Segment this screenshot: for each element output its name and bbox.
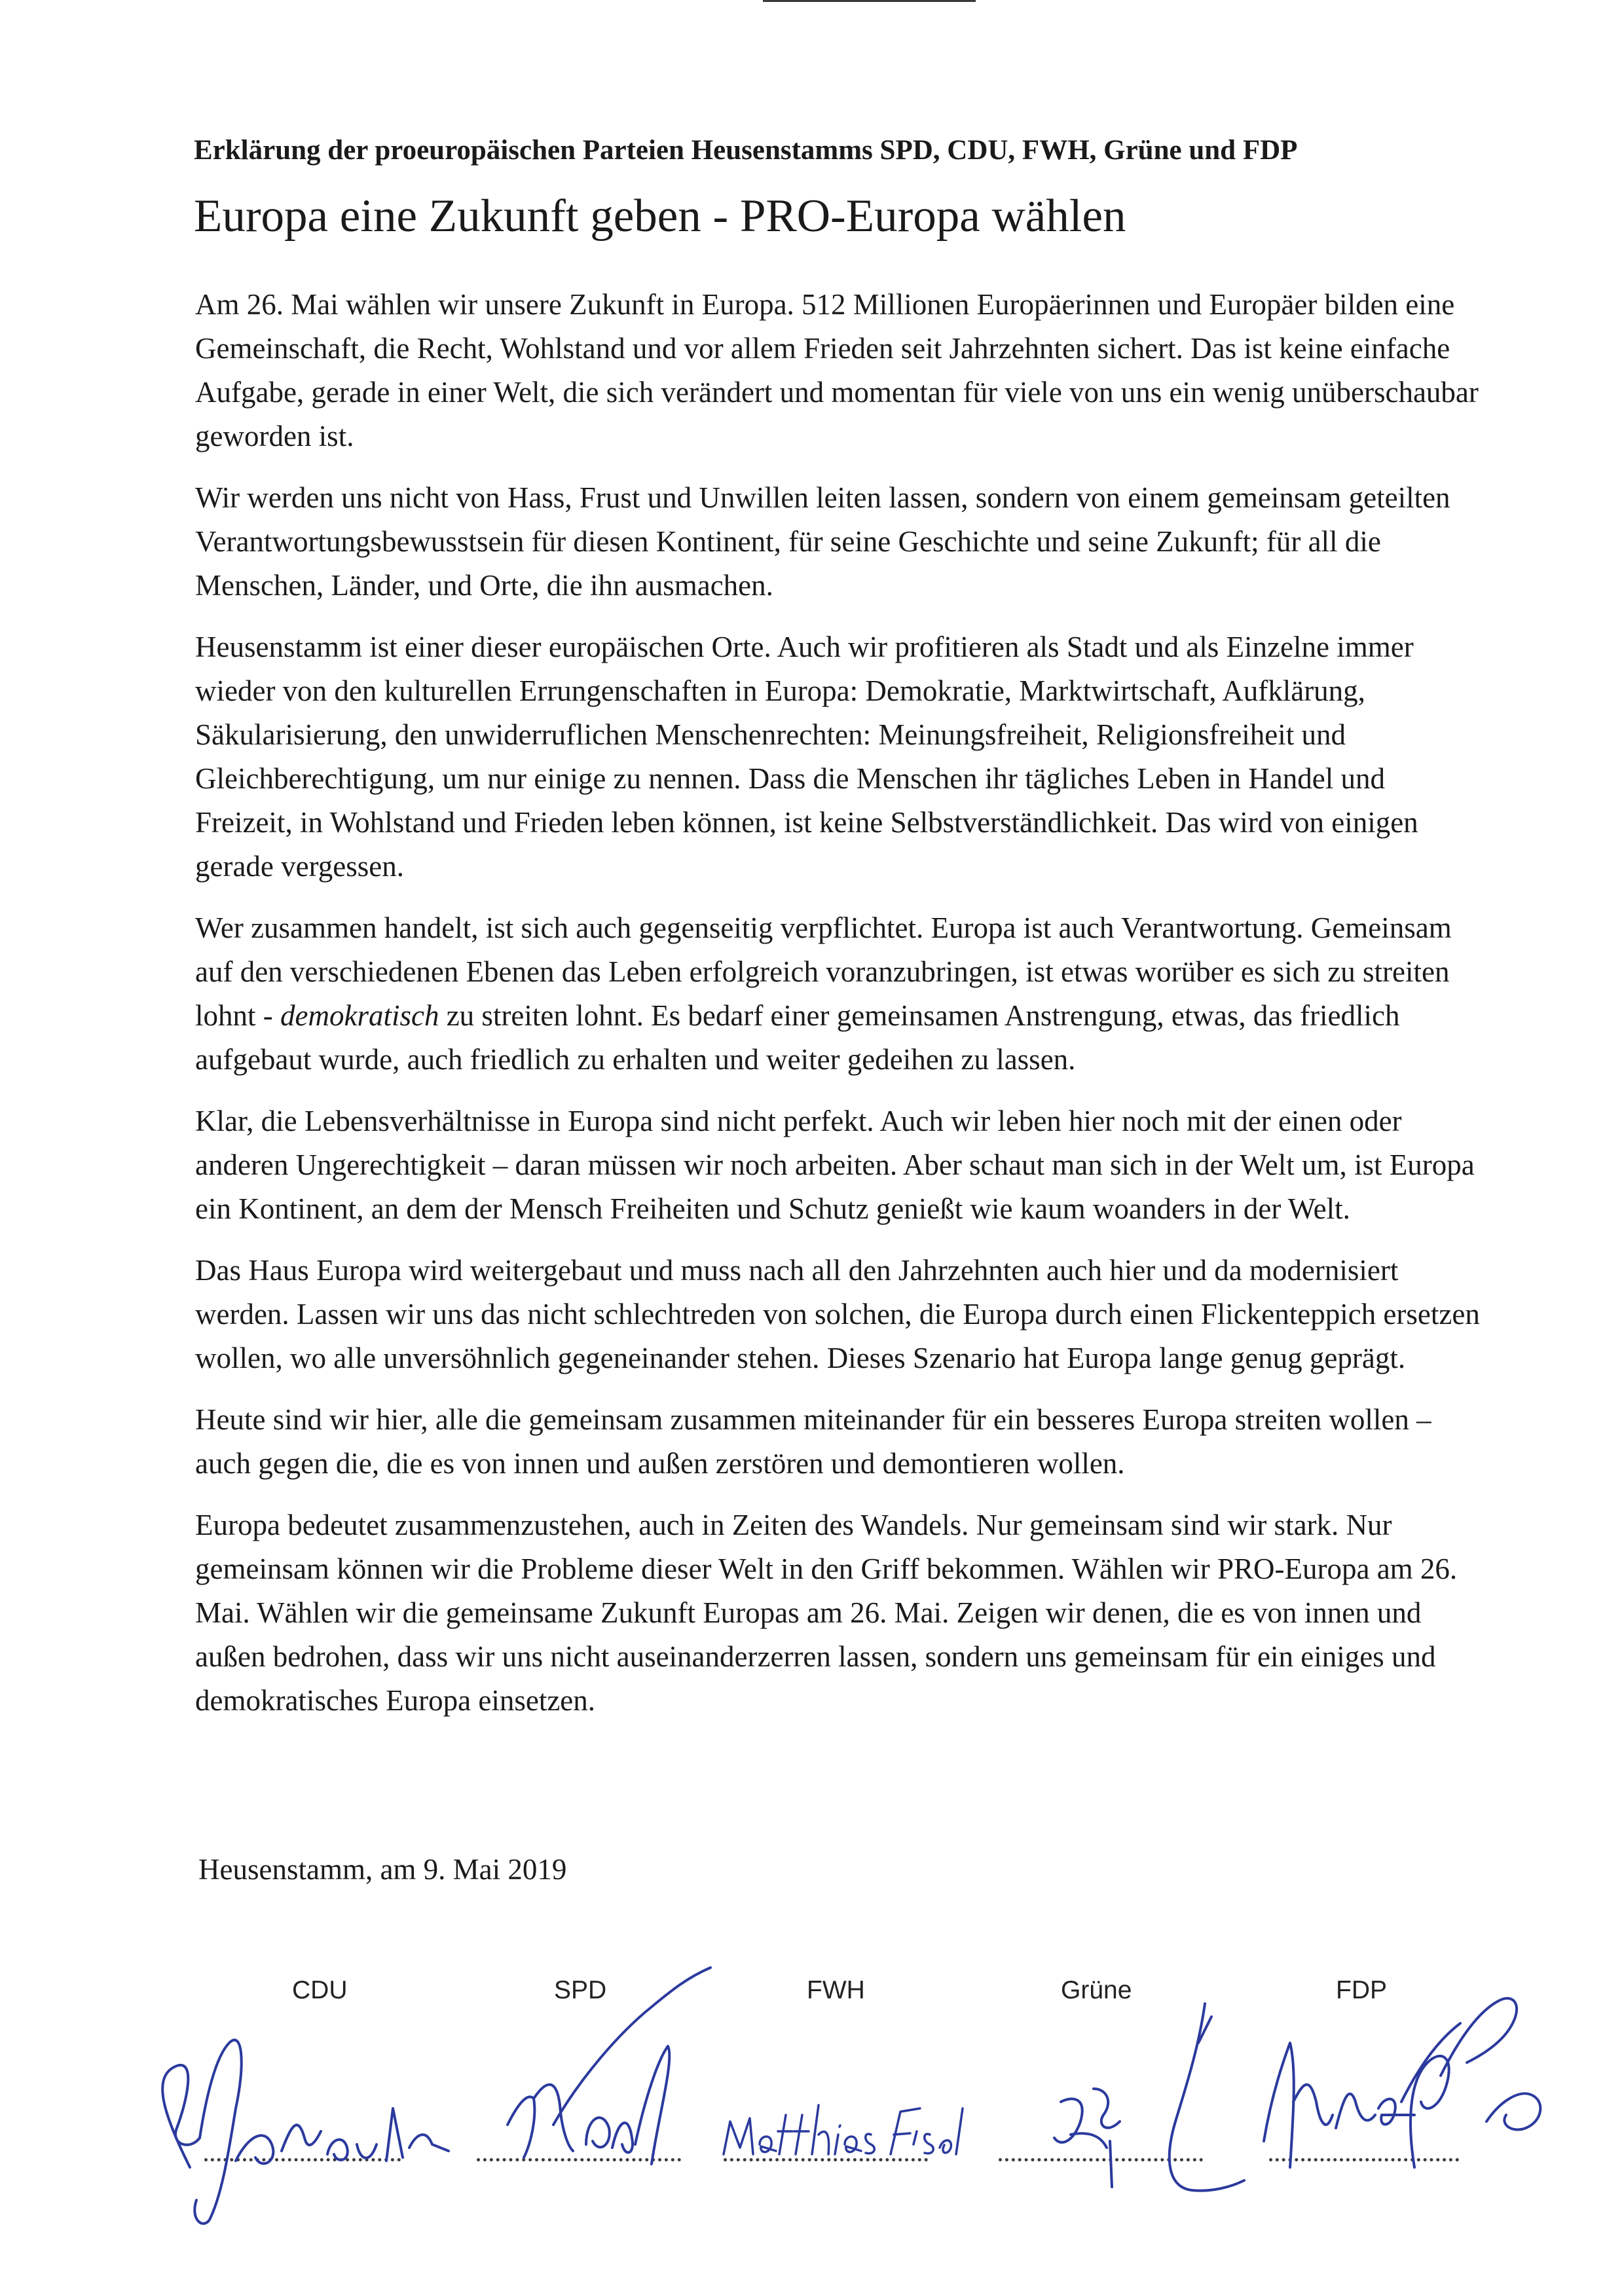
paragraph-1: Am 26. Mai wählen wir unsere Zukunft in Europa. 512 Millionen Europäerinnen und Europäer bilden eine Gemeinschaft, die Recht, Wohlstand und vor allem Frieden seit Jahrzehnten sichert. Das ist keine einfache Aufgabe, gerade in einer Welt, die sich verändert und momentan für viele von uns ein wenig unüberschaubar geworden ist. [195,288,1479,452]
signature-gruene [1035,1991,1257,2207]
paragraph-4 [195,906,1482,1082]
paragraph-4-italic: demokratisch [280,999,439,1032]
signature-cdu [151,2004,458,2239]
paragraph-7: Heute sind wir hier, alle die gemeinsam zusammen miteinander für ein besseres Europa streiten wollen – auch gegen die, die es von innen und außen zerstören und demontieren wollen. [195,1403,1431,1480]
paragraph-4-part-2: zu streiten lohnt. Es bedarf einer gemeinsamen Anstrengung, etwas, das friedlich aufgebaut wurde, auch friedlich zu erhalten und weiter gedeihen zu lassen. [195,999,1400,1076]
document-body [195,283,1482,1740]
scan-edge-mark [763,0,976,2]
paragraph-6: Das Haus Europa wird weitergebaut und muss nach all den Jahrzehnten auch hier und da modernisiert werden. Lassen wir uns das nicht schlechtreden von solchen, die Europa durch einen Flickenteppich ersetzen wollen, wo alle unversöhnlich gegeneinander stehen. Dieses Szenario hat Europa lange genug geprägt. [195,1254,1480,1374]
signature-spd [488,1968,724,2184]
document-heading: Erklärung der proeuropäischen Parteien Heusenstamms SPD, CDU, FWH, Grüne und FDP [194,135,1298,166]
party-label-cdu: CDU [292,1976,348,2004]
place-date: Heusenstamm, am 9. Mai 2019 [198,1853,567,1886]
document-title: Europa eine Zukunft geben - PRO-Europa wählen [194,191,1126,242]
signature-fwh [714,2082,956,2180]
paragraph-3: Heusenstamm ist einer dieser europäischen Orte. Auch wir profitieren als Stadt und als Einzelne immer wieder von den kulturellen Errungenschaften in Europa: Demokratie, Marktwirtschaft, Aufklärung, Säkularisierung, den unwiderruflichen Menschenrechten: Meinungsfreiheit, Religionsfreiheit und Gleichberechtigung, um nur einige zu nennen. Dass die Menschen ihr tägliches Leben in Handel und Freizeit, in Wohlstand und Frieden leben können, ist keine Selbstverständlichkeit. Das wird von einigen gerade vergessen. [195,631,1418,883]
party-label-fwh: FWH [807,1976,865,2004]
paragraph-2: Wir werden uns nicht von Hass, Frust und Unwillen leiten lassen, sondern von einem gemeinsam geteilten Verantwortungsbewusstsein für diesen Kontinent, für seine Geschichte und seine Zukunft; für all die Menschen, Länder, und Orte, die ihn ausmachen. [195,481,1450,602]
paragraph-8: Europa bedeutet zusammenzustehen, auch in Zeiten des Wandels. Nur gemeinsam sind wir stark. Nur gemeinsam können wir die Probleme dieser Welt in den Griff bekommen. Wählen wir PRO-Europa am 26. Mai. Wählen wir die gemeinsame Zukunft Europas am 26. Mai. Zeigen wir denen, die es von innen und außen bedrohen, dass wir uns nicht auseinanderzerren lassen, sondern uns gemeinsam für ein einiges und demokratisches Europa einsetzen. [195,1509,1458,1717]
party-label-gruene: Grüne [1061,1976,1132,2004]
signature-fdp [1244,1971,1552,2187]
paragraph-4-part-1: Wer zusammen handelt, ist sich auch gegenseitig verpflichtet. Europa ist auch Verantwortung. Gemeinsam auf den verschiedenen Ebenen das Leben erfolgreich voranzubringen, ist etwas worüber es sich zu streiten lohnt - [195,911,1452,1032]
paragraph-5: Klar, die Lebensverhältnisse in Europa sind nicht perfekt. Auch wir leben hier noch mit der einen oder anderen Ungerechtigkeit – daran müssen wir noch arbeiten. Aber schaut man sich in der Welt um, ist Europa ein Kontinent, an dem der Mensch Freiheiten und Schutz genießt wie kaum woanders in der Welt. [195,1105,1475,1225]
party-label-spd: SPD [554,1976,607,2004]
party-label-fdp: FDP [1336,1976,1387,2004]
